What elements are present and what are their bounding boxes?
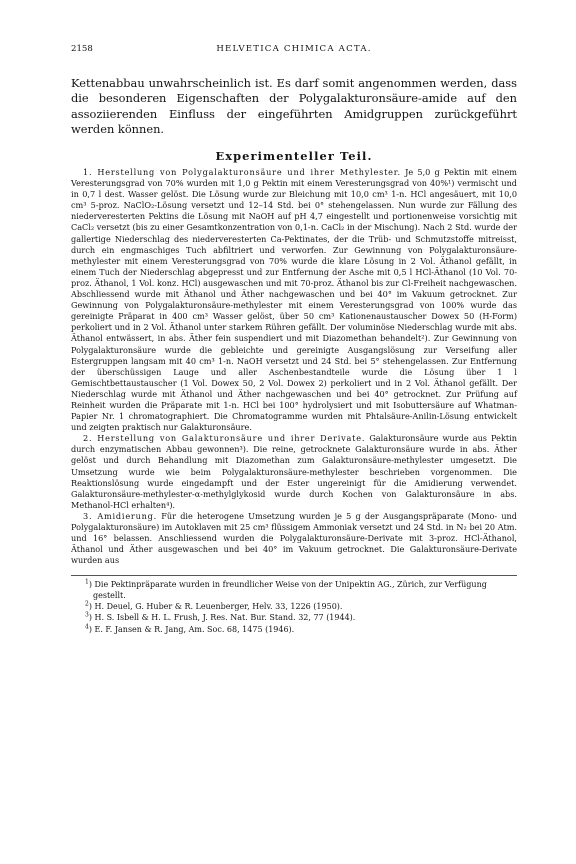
paragraph-heading: 3. Amidierung. bbox=[83, 510, 158, 521]
paragraph-text: Je 5,0 g Pektin mit einem Veresterungsgrad von 70% wurden mit 1,0 g Pektin mit einem Veresterungsgrad von 40%¹) vermischt und in 0,7 l dest. Wasser gelöst. Die Lösung wurde zur Bleichung mit 10,0 cm³ 1-n. HCl angesäuert, mit 10,0 cm³ 5-proz. NaClO₂-Lösung versetzt und 12–14 Std. bei 0° stehengelassen. Nun wurde zur Fällung des niederveresterten Pektins die Lösung mit NaOH auf pH 4,7 eingestellt und portionenweise vorsichtig mit CaCl₂ versetzt (bis zu einer Gesamtkonzentration von 0,1-n. CaCl₂ in der Mischung). Nach 2 Std. wurde der gallertige Niederschlag des niederveresterten Ca-Pektinates, der die Trüb- und Schmutzstoffe mitreisst, durch ein engmaschiges Tuch abfiltriert und verworfen. Zur Gewinnung von Polygalakturonsäure-methylester mit einem Veresterungsgrad von 70% wurde die klare Lösung in 2 Vol. Äthanol gefällt, in einem Tuch der Niederschlag abgepresst und zur Entfernung der Asche mit 0,5 l HCl-Äthanol (10 Vol. 70-proz. Äthanol, 1 Vol. konz. HCl) ausgewaschen und mit 70-proz. Äthanol bis zur Cl-Freiheit nachgewaschen. Abschliessend wurde mit Äthanol und Äther nachgewaschen und bei 40° im Vakuum getrocknet. Zur Gewinnung von Polygalakturonsäure-methylester mit einem Veresterungsgrad von 100% wurde das gereinigte Präparat in 400 cm³ Wasser gelöst, über 50 cm³ Kationenaustauscher Dowex 50 (H-Form) perkoliert und in 2 Vol. Äthanol unter starkem Rühren gefällt. Der voluminöse Niederschlag wurde mit abs. Äthanol entwässert, in abs. Äther fein suspendiert und mit Diazomethan behandelt²). Zur Gewinnung von Polygalakturonsäure wurde die gebleichte und gereinigte Ausgangslösung zur Verseifung aller Estergruppen langsam mit 40 cm³ 1-n. NaOH versetzt und 24 Std. bei 5° stehengelassen. Zur Entfernung der überschüssigen Lauge und aller Aschenbestandteile wurde die Lösung über 1 l Gemischtbettaustauscher (1 Vol. Dowex 50, 2 Vol. Dowex 2) perkoliert und in 2 Vol. Äthanol gefällt. Der Niederschlag wurde mit Äthanol und Äther nachgewaschen und bei 40° getrocknet. Zur Prüfung auf Reinheit wurden die Präparate mit 1-n. HCl bei 100° hydrolysiert und mit Isobuttersäure auf Whatman-Papier Nr. 1 chromatographiert. Die Chromatogramme wurden mit Phtalsäure-Anilin-Lösung entwickelt und zeigten praktisch nur Galakturonsäure. bbox=[71, 167, 517, 433]
intro-paragraph: Kettenabbau unwahrscheinlich ist. Es darf somit angenommen werden, dass die besonderen Eigenschaften der Polygalakturonsäure-amide auf den assoziierenden Einfluss der eingeführten Amidgruppen zurückgeführt werden können. bbox=[71, 76, 517, 137]
paragraph-text: Für die heterogene Umsetzung wurden je 5 g der Ausgangspräparate (Mono- und Polygalakturonsäure) im Autoklaven mit 25 cm³ flüssigem Ammoniak versetzt und 24 Std. in N₂ bei 20 Atm. und 16° belassen. Anschliessend wurden die Polygalakturonsäure-Derivate mit 3-proz. HCl-Äthanol, Äthanol und Äther ausgewaschen und bei 40° im Vakuum getrocknet. Die Galakturonsäure-Derivate wurden aus bbox=[71, 510, 517, 566]
footnote-mark: 1 bbox=[85, 578, 89, 586]
section-title: Experimenteller Teil. bbox=[215, 149, 373, 164]
running-header bbox=[71, 44, 517, 60]
footnote-text: E. F. Jansen & R. Jang, Am. Soc. 68, 1475 (1946). bbox=[94, 624, 295, 634]
footnote-text: Die Pektinpräparate wurden in freundlicher Weise von der Unipektin AG., Zürich, zur Verfügung gestellt. bbox=[93, 580, 487, 600]
footnote: $^4$) E. F. Jansen & R. Jang, Am. Soc. 68, 1475 (1946). bbox=[85, 622, 295, 634]
paragraph-heading: 1. Herstellung von Polygalakturonsäure und ihrer Methylester. bbox=[83, 167, 401, 178]
footnote-text: H. Deuel, G. Huber & R. Leuenberger, Helv. 33, 1226 (1950). bbox=[94, 602, 343, 612]
paragraph-herstellung-galakturonsaeure bbox=[71, 433, 517, 511]
journal-title: HELVETICA CHIMICA ACTA. bbox=[216, 44, 372, 54]
footnote-text: H. S. Isbell & H. L. Frush, J. Res. Nat. Bur. Stand. 32, 77 (1944). bbox=[94, 613, 356, 623]
footnote: $^1$) Die Pektinpräparate wurden in freundlicher Weise von der Unipektin AG., Zürich, zur Verfügung gestellt. bbox=[85, 578, 487, 600]
paragraph-text: Galakturonsäure wurde aus Pektin durch enzymatischen Abbau gewonnen³). Die reine, getrocknete Galakturonsäure wurde in abs. Äther gelöst und durch Behandlung mit Diazomethan zum Galakturonsäure-methylester umgesetzt. Die Umsetzung wurde wie beim Polygalakturonsäure-methylester beschrieben vorgenommen. Die Reaktionslösung wurde eingedampft und der Ester ungereinigt für die Amidierung verwendet. Galakturonsäure-methylester-α-methylglykosid wurde durch Kochen von Galakturonsäure in abs. Methanol-HCl erhalten⁴). bbox=[71, 433, 517, 510]
paragraph-herstellung-polygalakturonsaeure bbox=[71, 167, 517, 433]
footnote-mark: 4 bbox=[85, 622, 89, 630]
footnote: $^2$) H. Deuel, G. Huber & R. Leuenberger, Helv. 33, 1226 (1950). bbox=[85, 600, 343, 612]
page-number: 2158 bbox=[71, 44, 93, 54]
footnote: $^3$) H. S. Isbell & H. L. Frush, J. Res. Nat. Bur. Stand. 32, 77 (1944). bbox=[85, 611, 356, 623]
footnote-mark: 3 bbox=[85, 611, 89, 619]
paragraph-amidierung bbox=[71, 511, 517, 566]
footnote-mark: 2 bbox=[85, 600, 89, 608]
footnotes bbox=[71, 575, 517, 635]
page bbox=[71, 44, 517, 636]
paragraph-heading: 2. Herstellung von Galakturonsäure und ihrer Derivate. bbox=[83, 433, 366, 444]
